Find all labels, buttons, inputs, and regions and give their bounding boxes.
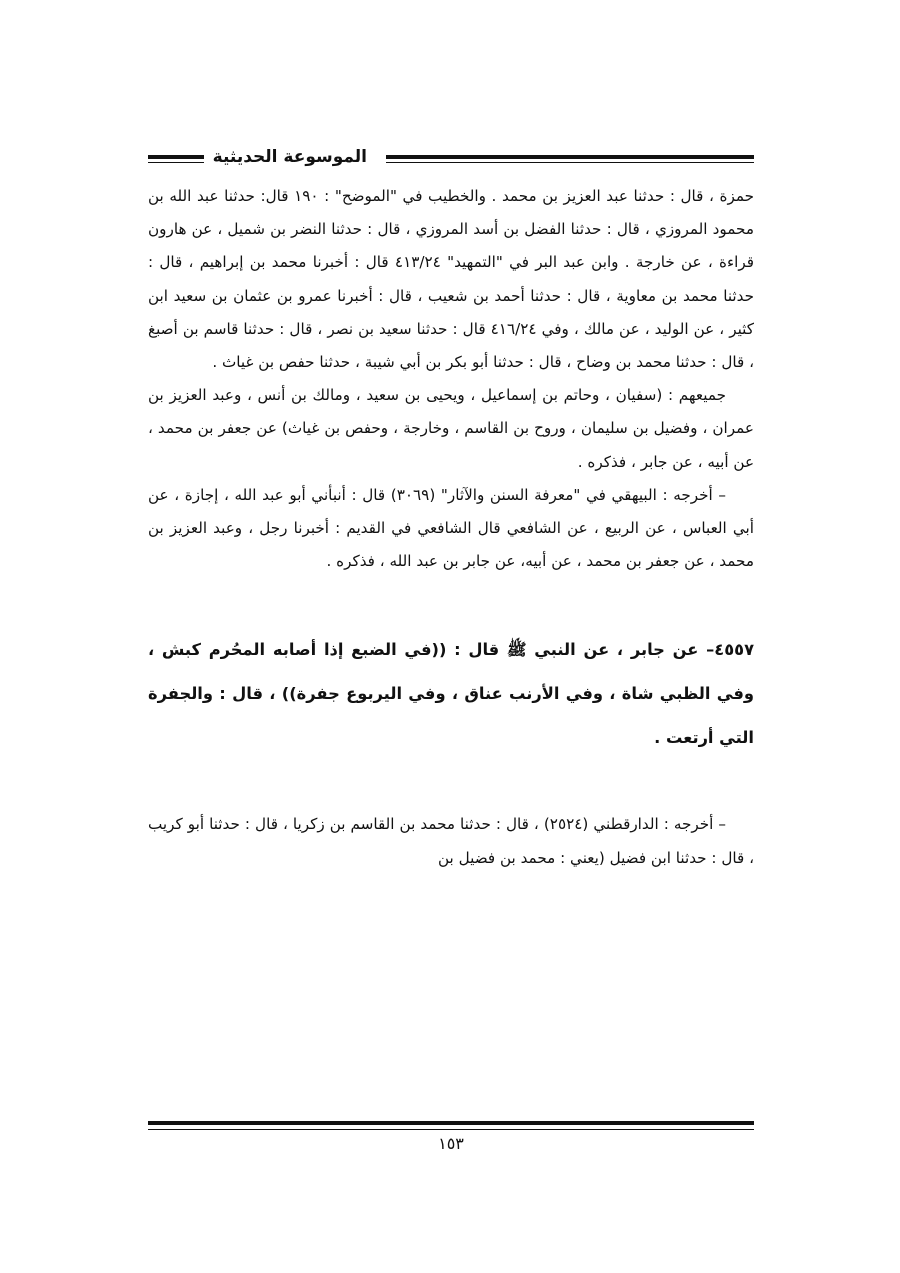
footer-rule-thick — [148, 1121, 754, 1125]
paragraph-bayhaqi: – أخرجه : البيهقي في "معرفة السنن والآثار" (٣٠٦٩) قال : أنبأني أبو عبد الله ، إجازة ، عن أبي العباس ، عن الربيع ، عن الشافعي قال الشافعي في القديم : أخبرنا رجل ، وعبد العزيز بن محمد ، عن جعفر بن محمد ، عن أبيه، عن جابر بن عبد الله ، فذكره . — [148, 485, 754, 571]
header-rule-short-thin — [148, 162, 204, 163]
document-page — [148, 128, 754, 1168]
header-rule-thin — [386, 162, 754, 163]
running-header — [148, 142, 754, 176]
hadith-entry — [148, 628, 754, 760]
header-rule-thick — [386, 155, 754, 159]
paragraph-daraqutni: – أخرجه : الدارقطني (٢٥٢٤) ، قال : حدثنا محمد بن القاسم بن زكريا ، قال : حدثنا أبو كريب ، قال : حدثنا ابن فضيل (يعني : محمد بن فضيل بن — [148, 815, 754, 867]
body-text — [148, 180, 754, 875]
paragraph-jamiuhum: جميعهم : (سفيان ، وحاتم بن إسماعيل ، ويحيى بن سعيد ، ومالك بن أنس ، وعبد العزيز بن عمران ، وفضيل بن سليمان ، وروح بن القاسم ، وخارجة ، وحفص بن غياث) عن جعفر بن محمد ، عن أبيه ، عن جابر ، فذكره . — [148, 386, 754, 471]
header-rule-short-thick — [148, 155, 204, 159]
hadith-number: ٤٥٥٧– — [706, 640, 755, 660]
page-number: ١٥٣ — [438, 1134, 464, 1153]
footer-rule-thin — [148, 1129, 754, 1130]
paragraph-takhrij-continued: حمزة ، قال : حدثنا عبد العزيز بن محمد . والخطيب في "الموضح" : ١٩٠ قال: حدثنا عبد الله بن محمود المروزي ، قال : حدثنا الفضل بن أسد المروزي ، قال : حدثنا النضر بن شميل ، عن هارون قراءة ، عن خارجة . وابن عبد البر في "التمهيد" ٤١٣/٢٤ قال : أخبرنا محمد بن إبراهيم ، قال : حدثنا محمد بن معاوية ، قال : حدثنا أحمد بن شعيب ، قال : أخبرنا عمرو بن عثمان بن سعيد ابن كثير ، عن الوليد ، عن مالك ، وفي ٤١٦/٢٤ قال : حدثنا سعيد بن نصر ، قال : حدثنا قاسم بن أصبغ ، قال : حدثنا محمد بن وضاح ، قال : حدثنا أبو بكر بن أبي شيبة ، حدثنا حفص بن غياث . — [148, 187, 754, 372]
header-title: الموسوعة الحديثية — [212, 147, 367, 167]
hadith-text: عن جابر ، عن النبي ﷺ قال : ((في الضبع إذا أصابه المحُرم كبش ، وفي الظبي شاة ، وفي الأرنب عناق ، وفي اليربوع جفرة)) ، قال : والجفرة التي أرتعت . — [148, 640, 754, 748]
